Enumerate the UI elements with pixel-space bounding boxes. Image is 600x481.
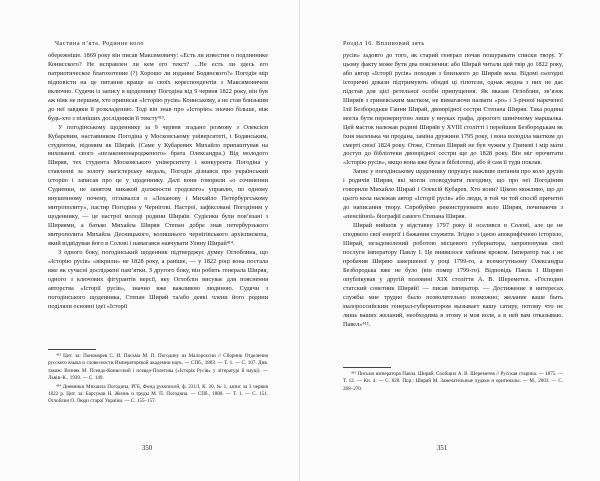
footnote: ⁴¹⁵ Письмо императора Павла. Ширяй. Сообщил А. В. Шереметев // Русская старина. — 1875. — Т. 12. — Кн. 4. — С. 820. Пор.: Ширяй М. Замечательные чудаки и оригиналы. — М., 2003. — С. 268–270.: [343, 371, 563, 392]
left-paragraph: обережніше. 1869 року він писав Максимовичу: «Есть ли известия о подлинникe Кониcского? Не исправлен ли кем его текст? ...Не есть ли здесь его патриотическое благохотение (?) Хорошо ли издание Бодянского?» Погодін мір відповісти на це питання краще за своїх кореспондентів з Максимовичем включно. Судячи із запису в щоденнику Погодіна від 9 червня 1822 року, він був аж ніяк не першим, хто приписав «Історію русів» Кониському, а не став близьким до неї завдяки її розкладенню. Тоді він знав про «Історію» значно більше, ніж будь-хто з пізніших дослідників її тексту⁴¹³.: [48, 52, 268, 122]
right-page: [300, 0, 600, 481]
footnote-rule-right: [343, 367, 391, 368]
running-head-right: Розділ 16. Впливовий зять: [343, 40, 425, 47]
left-body-text: [48, 52, 268, 312]
page-number-right: 351: [437, 445, 448, 452]
right-paragraph: Ширай вийшов у відставку 1797 року й оселився в Солові, але це не сподвило свої енергії і бажання служити. Згідно з ідеєю апокрифічною історією, Ширай, незадоволений роботою місцевого губернатора, запропонував свої послуги імператору Павлу І. Це виявилося хибним кроком. Імператор так і не пробачив Ширяю завершеної у році 1799-го, а всемогутньому Олександра Безбородька вже не було (він помер 1799-го). Відповідь Павла І Ширяю опублікував у другій половині XIX століття А. В. Шереметєв. «Господин статский советник Ширяй! — писав імператор. — Достижение в интересах службы мне трудно было позволительно возможно; желание ваше быть малороссийским генерал-губернатором вызывает вашу сатиру, потому что не лишь ваших желаний, необходима в этому и моя воля, а в ней вам отказываю. Павел»⁴¹⁵.: [343, 222, 563, 328]
footnote: ⁴¹⁴ Дневники Михаила Погодина, РГБ, Фонд рукописей, ф. 231/I, К. 30, № 1, запис за 3 червня 1822 р. Цит. за: Барсуков Н. Жизнь и труды М. П. Погодина. — СПб., 1888. — Т. 1. — С. 151. Оглоблин О. Люди старої України. — С. 155–157.: [48, 383, 268, 405]
footnote-rule-left: [48, 349, 96, 350]
right-footnotes: [343, 371, 563, 394]
right-paragraph: русів» задовго до того, як старий генерал почав пошуравати списки твору. У цьому факту може бути два пояснення: або Ширай читали цей твір до 1822 року, або автор «Історії русів» походив з близького до Ширяїв кола. Відомі сьогодні історичні докази підтримують обидві ці гіпотези, однак жодна з них не дає підстав для цієї ретельної особи припущення. Як вказав Оглоблин, зв’язок Ширяїв з гриневським маєтком, не вимагаючи назвати «ро» і 3-річної нареченої Ілії Безбородьки Ганни Ширай, двоюрідної сестри Степана Ширяя. Така родина могла бути перевернутою лише у внуках графа, дорогого шинічному маршалка. Цей масток належав родині Ширяїв у XVIII столітті і перейшов Безбородькам як їхня маленька чи продана, заміна дружини 1795 року, і вона володіла маєтком до смерті своєї 1824 року. Отже, Степан Ширяй не був чужим у Гриневі і мір мати доступ до бібліотеки двоюрідної сестри ще до 1828 року. Він міг прочитати «Історію русів», якщо вона вже була в бібліотеці, або й сам її туди поклав.: [343, 52, 563, 167]
page-number-left: 350: [142, 445, 153, 452]
right-body-text: [343, 52, 563, 330]
running-head-left: Частина п’ята. Родинне коло: [55, 40, 144, 47]
left-footnotes: [48, 353, 268, 407]
left-paragraph: З одного боку, погодінський щоденник підтверджує думку Оглоблина, що «Історію русів» «вікрили» не 1828 року, а раніше, — у 1822 році вона постала вже як сучасні досліджені пам’ятки. З другого боку, він робить генерала Ширяя, одного з ключових фігурантів версії, яку Оглоблін висуває для пояснення авторства «Історії русів», значно вже важливою людиною. Судячи з погодінського щоденника, Степан Ширяй та/або деякі члени його родини поділяли основні ідеї «Історії: [48, 248, 268, 310]
footnote: ⁴¹³ Цит. за: Пономарев С. И. Письма М. П. Погодину из Малороссии // Сборник Отделения русского языка и словесности Императорской академии наук. — СПб., 1883. — Т. 1. — С. 107. Див. також: Возняк М. Псевдо-Конисский і псевдо-Полетика («Історія Русів» у літературі й науці). — Львів–К., 1939. — С. 149.: [48, 353, 268, 382]
right-paragraph: Запис у погодінському щоденнику порушує важливе питання про коло друзів і родичів Ширяя, які могли споводувати погодину, що про неї Погодіним говорили Михайло Ширай і Олексій Кубарев. Хто вони? Цікою можливо, що до цього кола належав автор «Історії русів» або люди, в той чи той спосіб причетні до написання твору. Спробуймо реконструювати коло Ширяя, починаючи з «пенсійної» біографії самого Степана Ширяя.: [343, 168, 563, 221]
left-paragraph: У погодінському щоденнику за 9 червня згадано розмову з Олексієм Кубаревим, наставником Погодіна у Московському університеті, і Бодянським, студентом, відомим як Ширяй. (Саме у Кубаревих Михайло припаштував на вихованні свого «незаконнонародженого» брата Олександра.) Від молодого Ширяя, тех студента Московського університету і конкурента Погодіна у ставленні за золоту магістерську медаль, Погодін дізнався про український історію і записав про це у щоденнику. Далі вони говорили «о сочинении Судиенки, не занятом никакой должности гродского» управлю, по одному внушенному почему, отзывался о «Лоханову і Михайло Петербургському митрополиту», пастир Погодіна у Чернігові. Настрої, зафіксовані Погодіним у щоденнику, — це настрої молоді родини Ширяїв. Судієнки були пов’язані з Ширяями, а батько Михайла Ширяя Степан добре знав петербурзького митрополита Михайла Десницького, колишнього чернігівського архієпископа, який відвідував його в Солові і намагався навчувати Уляну Ширай⁴¹⁴.: [48, 123, 268, 248]
